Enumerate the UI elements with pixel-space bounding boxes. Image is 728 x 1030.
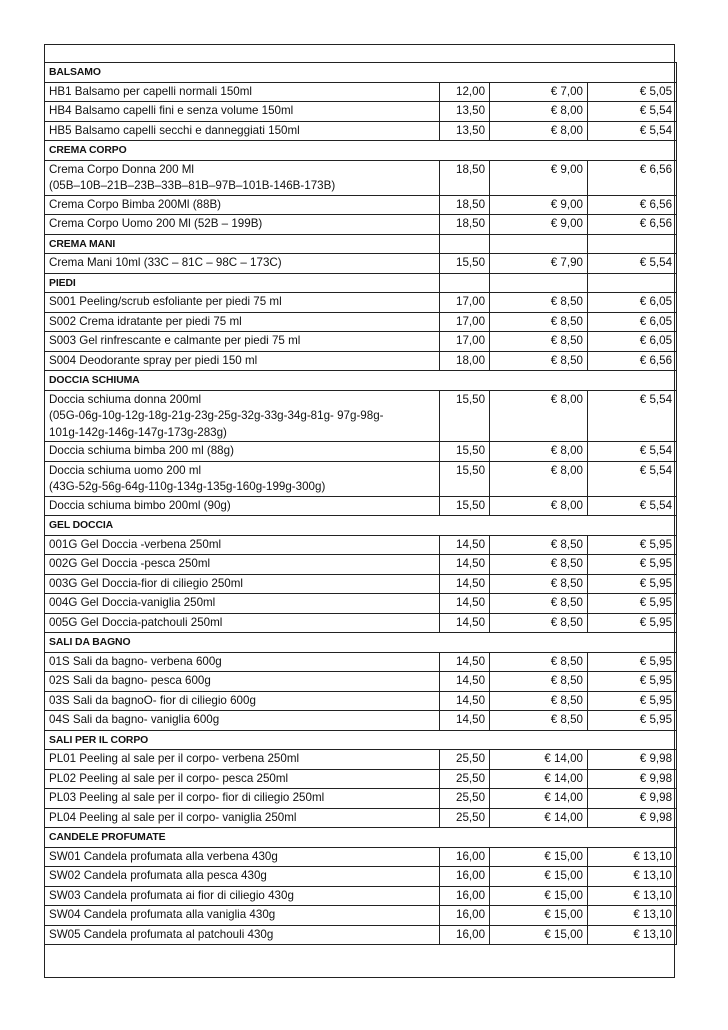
- net-price-cell: € 5,05: [588, 82, 677, 102]
- empty-cell: [588, 234, 677, 254]
- net-price-cell: € 6,56: [588, 195, 677, 215]
- net-price-cell: € 9,98: [588, 789, 677, 809]
- retail-price-cell: € 8,50: [490, 613, 588, 633]
- quantity-cell: 14,50: [440, 613, 490, 633]
- product-description: [45, 652, 440, 672]
- retail-price-cell: € 9,00: [490, 215, 588, 235]
- quantity-cell: 15,50: [440, 390, 490, 442]
- description-line: Doccia schiuma uomo 200 ml: [49, 463, 202, 477]
- retail-price-cell: € 15,00: [490, 906, 588, 926]
- description-line: PL03 Peeling al sale per il corpo- fior di ciliegio 250ml: [49, 791, 325, 804]
- description-line: SW04 Candela profumata alla vaniglia 430g: [49, 908, 276, 921]
- product-description: [45, 215, 440, 235]
- retail-price-cell: € 8,50: [490, 652, 588, 672]
- product-description: [45, 594, 440, 614]
- net-price-cell: € 6,05: [588, 332, 677, 352]
- price-list-table: [44, 62, 677, 945]
- retail-price-cell: € 8,00: [490, 442, 588, 462]
- category-title: BALSAMO: [45, 63, 677, 83]
- description-line: 02S Sali da bagno- pesca 600g: [49, 674, 211, 687]
- description-line: 101g-142g-146g-147g-173g-283g): [49, 425, 227, 439]
- retail-price-cell: € 15,00: [490, 867, 588, 887]
- empty-cell: [440, 273, 490, 293]
- product-row: [45, 691, 677, 711]
- quantity-cell: 25,50: [440, 750, 490, 770]
- retail-price-cell: € 8,50: [490, 535, 588, 555]
- description-line: SW01 Candela profumata alla verbena 430g: [49, 849, 278, 863]
- retail-price-cell: € 15,00: [490, 847, 588, 867]
- quantity-cell: 13,50: [440, 102, 490, 122]
- net-price-cell: € 6,05: [588, 312, 677, 332]
- product-description: [45, 847, 440, 867]
- product-row: [45, 390, 677, 442]
- category-title: CREMA CORPO: [45, 141, 677, 161]
- retail-price-cell: € 15,00: [490, 886, 588, 906]
- category-title: PIEDI: [45, 273, 440, 293]
- description-line: HB4 Balsamo capelli fini e senza volume 150ml: [49, 104, 294, 117]
- product-row: [45, 254, 677, 274]
- empty-cell: [440, 234, 490, 254]
- quantity-cell: 15,50: [440, 496, 490, 516]
- description-line: S002 Crema idratante per piedi 75 ml: [49, 314, 242, 328]
- category-row: [45, 63, 677, 83]
- product-description: [45, 574, 440, 594]
- description-line: PL02 Peeling al sale per il corpo- pesca 250ml: [49, 771, 289, 785]
- quantity-cell: 14,50: [440, 555, 490, 575]
- retail-price-cell: € 8,50: [490, 332, 588, 352]
- quantity-cell: 16,00: [440, 867, 490, 887]
- net-price-cell: € 5,54: [588, 121, 677, 141]
- product-description: [45, 867, 440, 887]
- product-row: [45, 613, 677, 633]
- empty-cell: [588, 273, 677, 293]
- product-row: [45, 652, 677, 672]
- description-line: 001G Gel Doccia -verbena 250ml: [49, 537, 222, 551]
- retail-price-cell: € 15,00: [490, 925, 588, 945]
- net-price-cell: € 5,95: [588, 652, 677, 672]
- description-line: 04S Sali da bagno- vaniglia 600g: [49, 713, 220, 726]
- retail-price-cell: € 8,50: [490, 555, 588, 575]
- quantity-cell: 18,50: [440, 215, 490, 235]
- retail-price-cell: € 9,00: [490, 160, 588, 195]
- product-row: [45, 672, 677, 692]
- product-row: [45, 906, 677, 926]
- product-row: [45, 351, 677, 371]
- net-price-cell: € 6,05: [588, 293, 677, 313]
- product-description: [45, 711, 440, 731]
- product-description: [45, 121, 440, 141]
- description-line: Crema Corpo Donna 200 Ml: [49, 162, 194, 176]
- quantity-cell: 15,50: [440, 254, 490, 274]
- product-description: [45, 332, 440, 352]
- quantity-cell: 14,50: [440, 711, 490, 731]
- product-row: [45, 808, 677, 828]
- retail-price-cell: € 8,50: [490, 691, 588, 711]
- product-row: [45, 461, 677, 496]
- product-row: [45, 535, 677, 555]
- product-description: [45, 789, 440, 809]
- product-row: [45, 867, 677, 887]
- description-line: SW05 Candela profumata al patchouli 430g: [49, 927, 274, 941]
- net-price-cell: € 6,56: [588, 160, 677, 195]
- retail-price-cell: € 8,00: [490, 102, 588, 122]
- product-description: [45, 461, 440, 496]
- net-price-cell: € 5,54: [588, 254, 677, 274]
- net-price-cell: € 9,98: [588, 750, 677, 770]
- quantity-cell: 14,50: [440, 672, 490, 692]
- product-row: [45, 82, 677, 102]
- category-row: [45, 516, 677, 536]
- product-description: [45, 613, 440, 633]
- category-title: SALI PER IL CORPO: [45, 730, 677, 750]
- category-row: [45, 234, 677, 254]
- category-title: GEL DOCCIA: [45, 516, 677, 536]
- description-line: S001 Peeling/scrub esfoliante per piedi 75 ml: [49, 295, 282, 308]
- description-line: PL01 Peeling al sale per il corpo- verbena 250ml: [49, 752, 300, 765]
- quantity-cell: 14,50: [440, 594, 490, 614]
- description-line: (43G-52g-56g-64g-110g-134g-135g-160g-199g-300g): [49, 480, 326, 493]
- net-price-cell: € 5,95: [588, 594, 677, 614]
- net-price-cell: € 5,54: [588, 461, 677, 496]
- price-list-body: [45, 63, 677, 945]
- quantity-cell: 16,00: [440, 906, 490, 926]
- category-title: CREMA MANI: [45, 234, 440, 254]
- empty-cell: [490, 273, 588, 293]
- description-line: S003 Gel rinfrescante e calmante per piedi 75 ml: [49, 334, 301, 347]
- description-line: PL04 Peeling al sale per il corpo- vaniglia 250ml: [49, 810, 297, 824]
- description-line: SW02 Candela profumata alla pesca 430g: [49, 869, 267, 882]
- quantity-cell: 18,50: [440, 195, 490, 215]
- product-row: [45, 925, 677, 945]
- product-row: [45, 594, 677, 614]
- net-price-cell: € 13,10: [588, 847, 677, 867]
- product-row: [45, 886, 677, 906]
- product-row: [45, 102, 677, 122]
- category-row: [45, 730, 677, 750]
- product-description: [45, 769, 440, 789]
- product-description: [45, 691, 440, 711]
- product-description: [45, 102, 440, 122]
- product-description: [45, 750, 440, 770]
- product-description: [45, 672, 440, 692]
- product-row: [45, 332, 677, 352]
- product-description: [45, 293, 440, 313]
- description-line: 002G Gel Doccia -pesca 250ml: [49, 557, 211, 570]
- quantity-cell: 18,50: [440, 160, 490, 195]
- empty-cell: [490, 234, 588, 254]
- retail-price-cell: € 7,00: [490, 82, 588, 102]
- description-line: 003G Gel Doccia-fior di ciliegio 250ml: [49, 576, 243, 590]
- product-row: [45, 574, 677, 594]
- quantity-cell: 16,00: [440, 847, 490, 867]
- category-row: [45, 828, 677, 848]
- description-line: Doccia schiuma bimbo 200ml (90g): [49, 498, 231, 512]
- product-description: [45, 160, 440, 195]
- net-price-cell: € 6,56: [588, 215, 677, 235]
- product-row: [45, 312, 677, 332]
- category-title: CANDELE PROFUMATE: [45, 828, 677, 848]
- category-row: [45, 273, 677, 293]
- retail-price-cell: € 8,50: [490, 672, 588, 692]
- quantity-cell: 18,00: [440, 351, 490, 371]
- retail-price-cell: € 14,00: [490, 808, 588, 828]
- product-description: [45, 254, 440, 274]
- net-price-cell: € 13,10: [588, 886, 677, 906]
- description-line: 01S Sali da bagno- verbena 600g: [49, 654, 222, 668]
- category-title: DOCCIA SCHIUMA: [45, 371, 677, 391]
- description-line: (05B–10B–21B–23B–33B–81B–97B–101B-146B-173B): [49, 179, 336, 192]
- product-row: [45, 121, 677, 141]
- retail-price-cell: € 8,50: [490, 312, 588, 332]
- retail-price-cell: € 8,00: [490, 390, 588, 442]
- product-description: [45, 312, 440, 332]
- net-price-cell: € 9,98: [588, 769, 677, 789]
- product-row: [45, 789, 677, 809]
- category-row: [45, 141, 677, 161]
- retail-price-cell: € 8,50: [490, 711, 588, 731]
- net-price-cell: € 5,95: [588, 711, 677, 731]
- product-row: [45, 215, 677, 235]
- quantity-cell: 17,00: [440, 293, 490, 313]
- description-line: (05G-06g-10g-12g-18g-21g-23g-25g-32g-33g-34g-81g- 97g-98g-: [49, 409, 384, 422]
- product-description: [45, 906, 440, 926]
- quantity-cell: 25,50: [440, 769, 490, 789]
- product-row: [45, 750, 677, 770]
- description-line: HB1 Balsamo per capelli normali 150ml: [49, 84, 252, 98]
- description-line: Doccia schiuma donna 200ml: [49, 392, 202, 406]
- quantity-cell: 13,50: [440, 121, 490, 141]
- net-price-cell: € 5,54: [588, 442, 677, 462]
- net-price-cell: € 6,56: [588, 351, 677, 371]
- net-price-cell: € 13,10: [588, 867, 677, 887]
- retail-price-cell: € 8,00: [490, 496, 588, 516]
- description-line: S004 Deodorante spray per piedi 150 ml: [49, 353, 258, 367]
- product-description: [45, 442, 440, 462]
- category-row: [45, 371, 677, 391]
- quantity-cell: 14,50: [440, 535, 490, 555]
- description-line: Crema Mani 10ml (33C – 81C – 98C – 173C): [49, 256, 282, 269]
- product-row: [45, 293, 677, 313]
- product-row: [45, 496, 677, 516]
- net-price-cell: € 5,95: [588, 574, 677, 594]
- quantity-cell: 17,00: [440, 312, 490, 332]
- quantity-cell: 15,50: [440, 442, 490, 462]
- quantity-cell: 14,50: [440, 691, 490, 711]
- net-price-cell: € 5,54: [588, 390, 677, 442]
- net-price-cell: € 9,98: [588, 808, 677, 828]
- quantity-cell: 15,50: [440, 461, 490, 496]
- quantity-cell: 25,50: [440, 789, 490, 809]
- retail-price-cell: € 14,00: [490, 789, 588, 809]
- retail-price-cell: € 8,00: [490, 121, 588, 141]
- product-row: [45, 442, 677, 462]
- product-row: [45, 195, 677, 215]
- product-row: [45, 555, 677, 575]
- quantity-cell: 16,00: [440, 886, 490, 906]
- retail-price-cell: € 14,00: [490, 750, 588, 770]
- retail-price-cell: € 8,00: [490, 461, 588, 496]
- quantity-cell: 25,50: [440, 808, 490, 828]
- description-line: 004G Gel Doccia-vaniglia 250ml: [49, 596, 216, 609]
- category-title: SALI DA BAGNO: [45, 633, 677, 653]
- product-description: [45, 925, 440, 945]
- retail-price-cell: € 9,00: [490, 195, 588, 215]
- net-price-cell: € 13,10: [588, 925, 677, 945]
- description-line: Doccia schiuma bimba 200 ml (88g): [49, 444, 234, 457]
- retail-price-cell: € 8,50: [490, 293, 588, 313]
- net-price-cell: € 5,95: [588, 691, 677, 711]
- description-line: 03S Sali da bagnoO- fior di ciliegio 600g: [49, 693, 256, 707]
- net-price-cell: € 5,95: [588, 613, 677, 633]
- description-line: HB5 Balsamo capelli secchi e danneggiati 150ml: [49, 123, 300, 137]
- description-line: Crema Corpo Bimba 200Ml (88B): [49, 197, 222, 211]
- product-description: [45, 496, 440, 516]
- net-price-cell: € 5,95: [588, 535, 677, 555]
- product-description: [45, 535, 440, 555]
- net-price-cell: € 13,10: [588, 906, 677, 926]
- product-description: [45, 82, 440, 102]
- retail-price-cell: € 8,50: [490, 594, 588, 614]
- product-description: [45, 195, 440, 215]
- quantity-cell: 14,50: [440, 652, 490, 672]
- description-line: 005G Gel Doccia-patchouli 250ml: [49, 615, 223, 629]
- retail-price-cell: € 7,90: [490, 254, 588, 274]
- net-price-cell: € 5,95: [588, 672, 677, 692]
- quantity-cell: 14,50: [440, 574, 490, 594]
- net-price-cell: € 5,54: [588, 496, 677, 516]
- product-row: [45, 160, 677, 195]
- quantity-cell: 17,00: [440, 332, 490, 352]
- category-row: [45, 633, 677, 653]
- product-row: [45, 711, 677, 731]
- retail-price-cell: € 8,50: [490, 351, 588, 371]
- net-price-cell: € 5,95: [588, 555, 677, 575]
- product-row: [45, 769, 677, 789]
- description-line: Crema Corpo Uomo 200 Ml (52B – 199B): [49, 217, 263, 230]
- description-line: SW03 Candela profumata ai fior di ciliegio 430g: [49, 888, 294, 902]
- retail-price-cell: € 8,50: [490, 574, 588, 594]
- product-description: [45, 886, 440, 906]
- product-description: [45, 555, 440, 575]
- product-description: [45, 351, 440, 371]
- product-description: [45, 390, 440, 442]
- net-price-cell: € 5,54: [588, 102, 677, 122]
- product-description: [45, 808, 440, 828]
- product-row: [45, 847, 677, 867]
- quantity-cell: 16,00: [440, 925, 490, 945]
- retail-price-cell: € 14,00: [490, 769, 588, 789]
- quantity-cell: 12,00: [440, 82, 490, 102]
